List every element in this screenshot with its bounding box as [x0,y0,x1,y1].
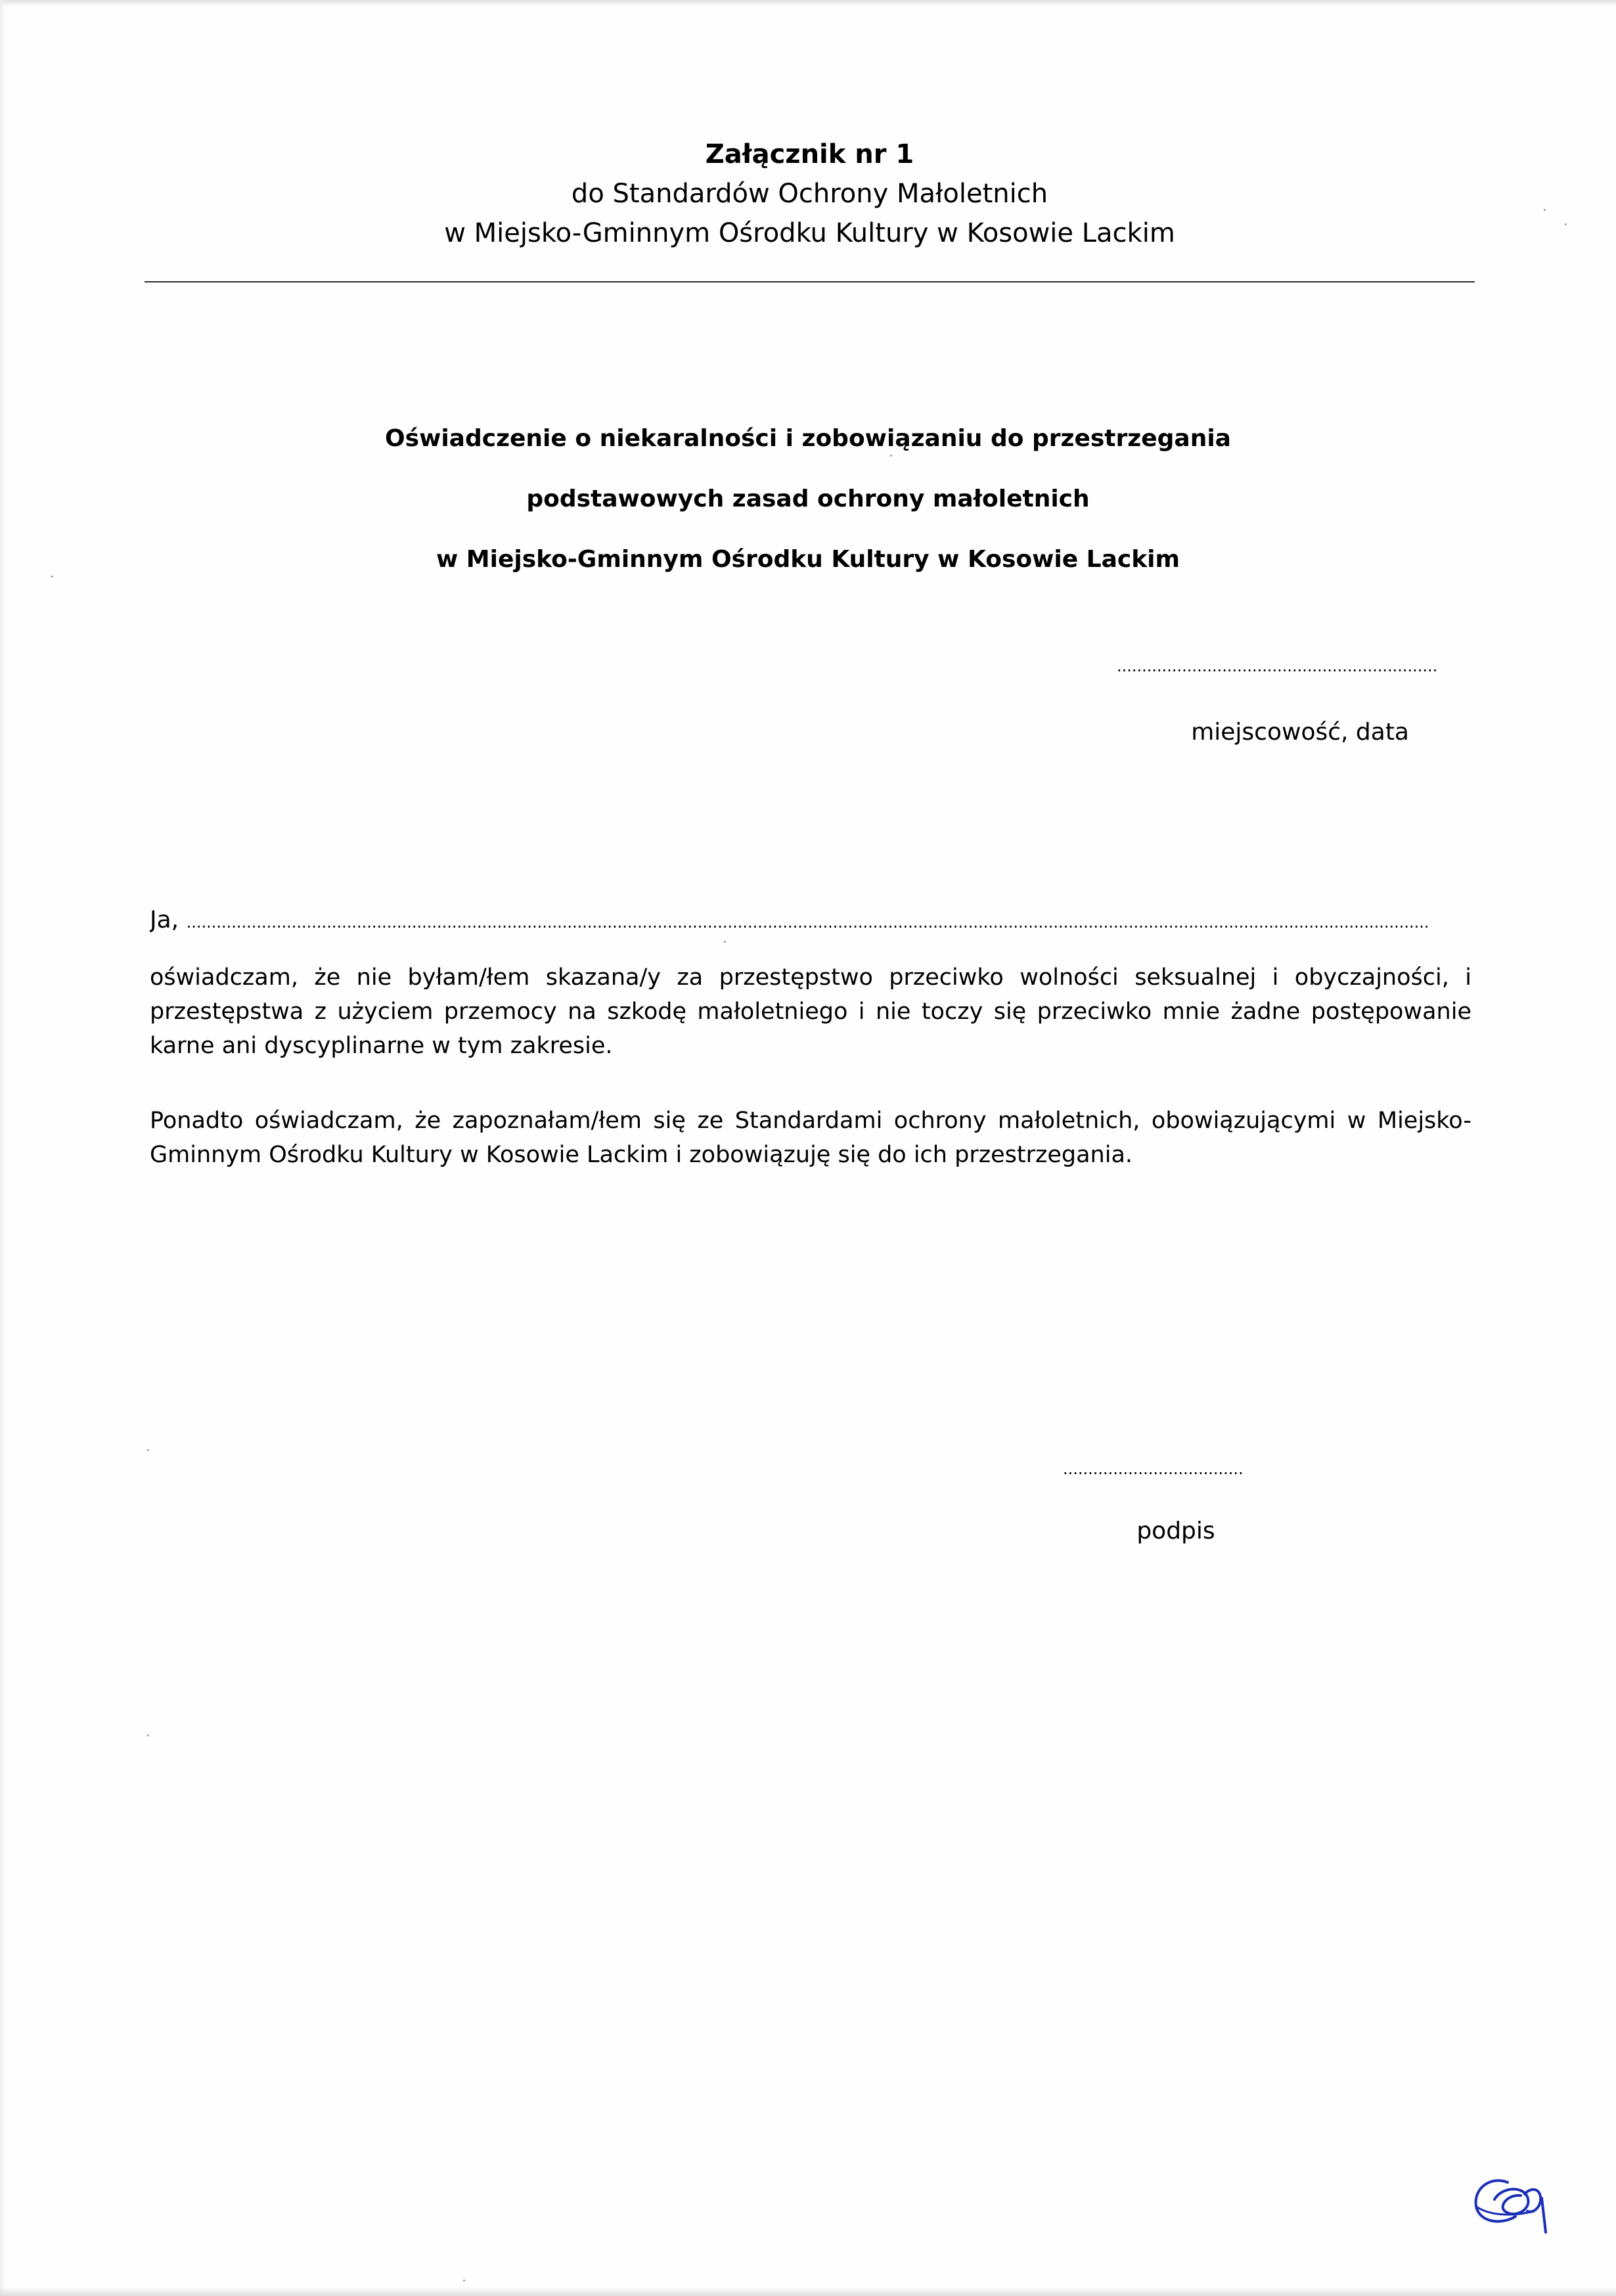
statement-title-line-3: w Miejsko-Gminnym Ośrodku Kultury w Kosowie Lackim [436,546,1180,573]
statement-title [276,409,1340,590]
place-date-field[interactable]: ................................................................ [1117,657,1438,675]
scan-edge-left [0,0,5,2296]
signature-label: podpis [1136,1518,1215,1544]
scan-speck [147,1734,149,1736]
scan-speck [724,941,726,943]
attachment-title: Załącznik nr 1 [705,139,914,169]
scan-speck [1565,223,1567,225]
declaration-paragraph-2: Ponadto oświadczam, że zapoznałam/łem się ze Standardami ochrony małoletnich, obowiązującymi w Miejsko-Gminnym Ośrodku Kultury w Kosowie Lackim i zobowiązuję się do ich przestrzegania. [150,1108,1471,1168]
declaration-paragraph-1: oświadczam, że nie byłam/łem skazana/y za przestępstwo przeciwko wolności seksualnej i obyczajności, i przestępstwa z użyciem przemocy na szkodę małoletniego i nie toczy się przeciwko mnie żadne postępowanie karne ani dyscyplinarne w tym zakresie. [150,964,1471,1059]
handwritten-initials-icon [1462,2168,1560,2240]
statement-title-line-2: podstawowych zasad ochrony małoletnich [526,485,1090,512]
scan-speck [890,455,892,457]
attachment-subtitle: do Standardów Ochrony Małoletnich [571,179,1048,209]
header-divider [145,281,1475,282]
scan-speck [147,1449,149,1451]
scan-speck [51,575,53,577]
statement-title-line-1: Oświadczenie o niekaralności i zobowiązaniu do przestrzegania [385,425,1231,452]
scan-edge-top [0,0,1616,7]
place-date-label: miejscowość, data [1191,719,1409,746]
declarant-name-field[interactable]: ........................................................................................................................................................................................................................................................ [186,913,1429,932]
declarant-prefix: Ja, [150,907,179,934]
scan-edge-bottom [0,2287,1616,2296]
signature-field[interactable]: .................................... [1063,1460,1244,1478]
declarant-line [150,907,1464,934]
scan-speck [1544,209,1546,211]
scan-speck [463,2280,465,2282]
attachment-institution: w Miejsko-Gminnym Ośrodku Kultury w Kosowie Lackim [444,218,1175,248]
document-header [145,135,1475,253]
